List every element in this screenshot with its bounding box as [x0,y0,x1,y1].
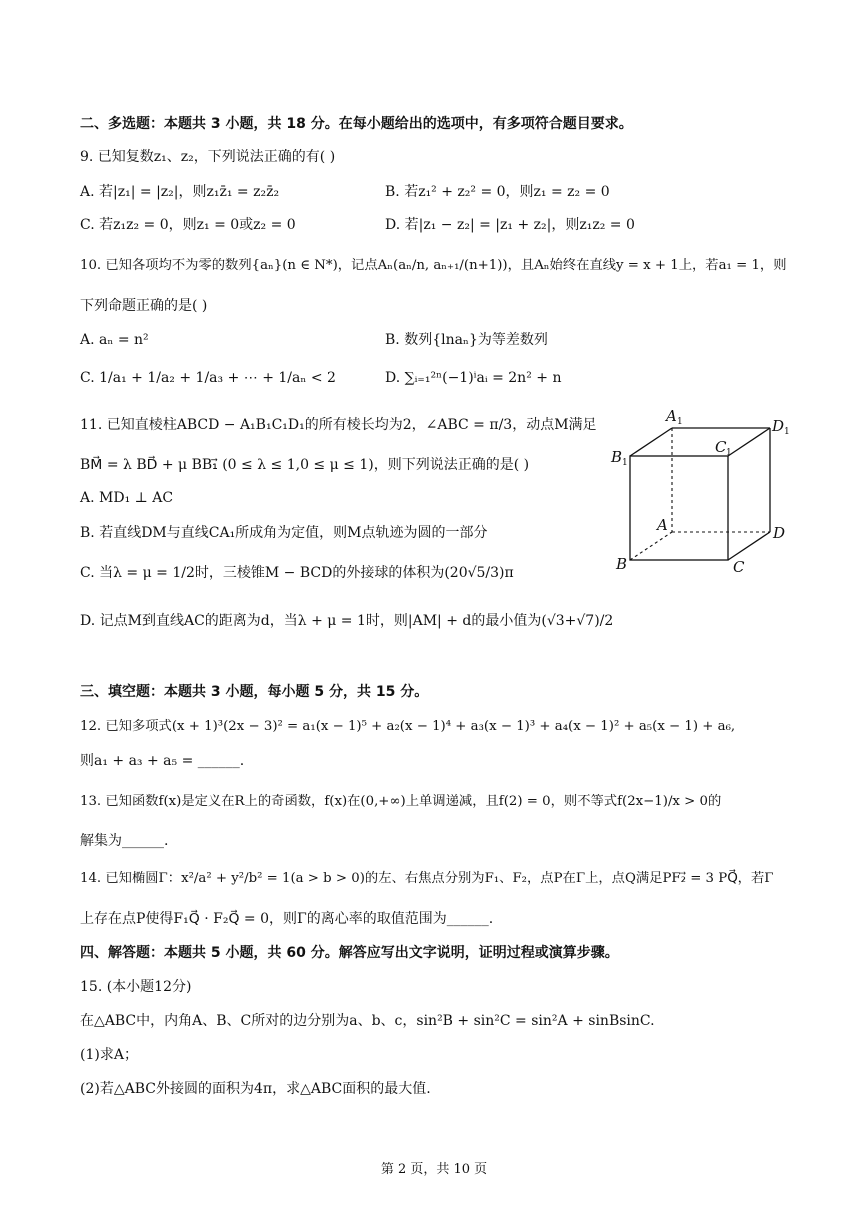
q11-option-d: D. 记点M到直线AC的距离为d，当λ + μ = 1时，则|AM| + d的最小值为(√3+√7)/2 [80,613,614,629]
q15-stem: 在△ABC中，内角A、B、C所对的边分别为a、b、c，sin²B + sin²C = sin²A + sinBsinC. [80,1013,655,1029]
q14-line1: 14. 已知椭圆Γ：x²/a² + y²/b² = 1(a > b > 0)的左、右焦点分别为F₁、F₂，点P在Γ上，点Q满足PF₂⃗ = 3 PQ⃗，若Γ [80,871,774,886]
q9-option-b: B. 若z₁² + z₂² = 0，则z₁ = z₂ = 0 [385,184,610,200]
label-c1: C [715,438,727,456]
q11-stem-line2: BM⃗ = λ BD⃗ + μ BB₁⃗ (0 ≤ λ ≤ 1,0 ≤ μ ≤ 1)，则下列说法正确的是( ) [80,457,530,473]
label-c1-sub: 1 [726,448,732,458]
q11-option-a: A. MD₁ ⊥ AC [80,490,174,506]
label-c: C [733,558,745,576]
q13-line1: 13. 已知函数f(x)是定义在R上的奇函数，f(x)在(0,+∞)上单调递减，且f(2) = 0，则不等式f(2x−1)/x > 0的 [80,794,722,809]
q13-line2: 解集为______. [80,833,169,849]
label-d1-sub: 1 [784,427,790,437]
section3-heading: 三、填空题：本题共 3 小题，每小题 5 分，共 15 分。 [80,684,429,700]
label-d1: D [772,417,785,435]
q9-stem: 9. 已知复数z₁、z₂，下列说法正确的有( ) [80,149,336,165]
q10-option-b: B. 数列{lnaₙ}为等差数列 [385,332,548,348]
q11-option-b: B. 若直线DM与直线CA₁所成角为定值，则M点轨迹为圆的一部分 [80,525,488,541]
page-footer: 第 2 页，共 10 页 [380,1162,488,1177]
prism-figure [605,400,805,580]
q9-option-a: A. 若|z₁| = |z₂|，则z₁z̄₁ = z₂z̄₂ [80,184,280,200]
q11-option-c: C. 当λ = μ = 1/2时，三棱锥M − BCD的外接球的体积为(20√5/3)π [80,565,514,581]
q10-option-a: A. aₙ = n² [80,332,149,348]
q10-stem-line1: 10. 已知各项均不为零的数列{aₙ}(n ∈ N*)，记点Aₙ(aₙ/n, aₙ₊₁/(n+1))，且Aₙ始终在直线y = x + 1上，若a₁ = 1，则 [80,258,787,273]
q15-part2: (2)若△ABC外接圆的面积为4π，求△ABC面积的最大值. [80,1081,431,1097]
q9-option-c: C. 若z₁z₂ = 0，则z₁ = 0或z₂ = 0 [80,217,296,233]
label-b1: B [611,448,623,466]
label-b1-sub: 1 [622,458,628,468]
q12-line1: 12. 已知多项式(x + 1)³(2x − 3)² = a₁(x − 1)⁵ + a₂(x − 1)⁴ + a₃(x − 1)³ + a₄(x − 1)² + a₅(x − 1) + a₆, [80,719,736,734]
label-a1: A [666,407,677,425]
q12-line2: 则a₁ + a₃ + a₅ = ______. [80,753,245,769]
q9-option-d: D. 若|z₁ − z₂| = |z₁ + z₂|，则z₁z₂ = 0 [385,217,635,233]
q15-title: 15. (本小题12分) [80,979,192,995]
q15-part1: (1)求A； [80,1047,138,1063]
q10-option-d: D. ∑ᵢ₌₁²ⁿ(−1)ⁱaᵢ = 2n² + n [385,370,562,386]
section4-heading: 四、解答题：本题共 5 小题，共 60 分。解答应写出文字说明，证明过程或演算步骤。 [80,945,619,961]
label-a1-sub: 1 [677,417,683,427]
q10-stem-line2: 下列命题正确的是( ) [80,298,208,314]
q14-line2: 上存在点P使得F₁Q⃗ · F₂Q⃗ = 0，则Γ的离心率的取值范围为______. [80,911,494,927]
label-d: D [773,524,786,542]
q11-stem-line1: 11. 已知直棱柱ABCD − A₁B₁C₁D₁的所有棱长均为2，∠ABC = π/3，动点M满足 [80,417,597,433]
label-b: B [616,555,628,573]
q10-option-c: C. 1/a₁ + 1/a₂ + 1/a₃ + ⋯ + 1/aₙ < 2 [80,370,336,386]
label-a: A [657,516,668,534]
section2-heading: 二、多选题：本题共 3 小题，共 18 分。在每小题给出的选项中，有多项符合题目要求。 [80,116,633,132]
